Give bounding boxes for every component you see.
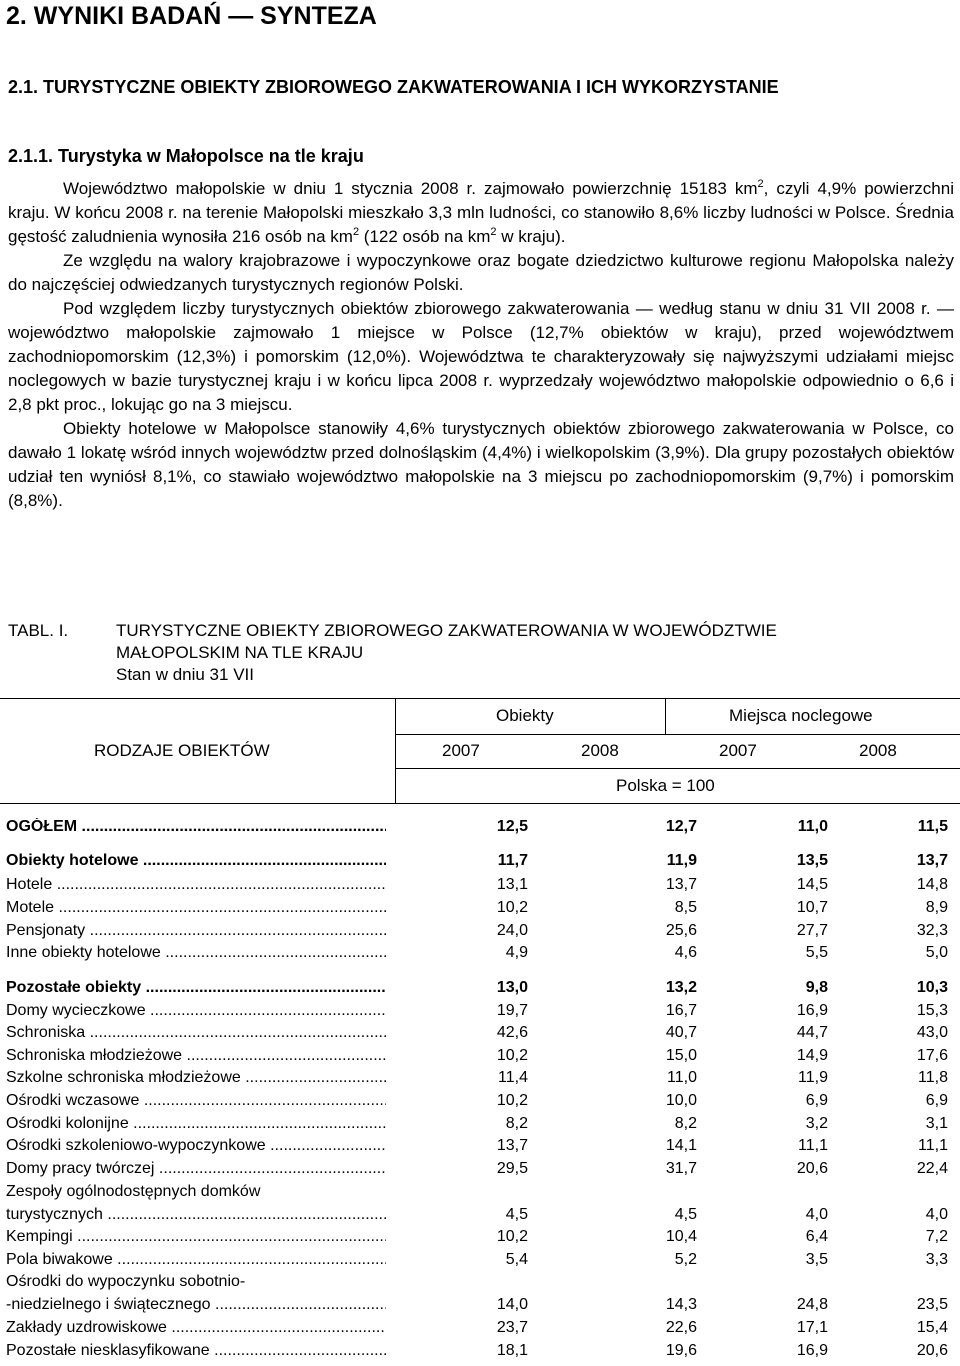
table-cell: 25,6	[665, 922, 697, 939]
table-row	[0, 852, 960, 874]
table-row	[0, 1092, 960, 1114]
table-cell: 5,5	[805, 944, 828, 961]
table-cell: 22,4	[916, 1160, 948, 1177]
subsection-title: 2.1. TURYSTYCZNE OBIEKTY ZBIOROWEGO ZAKWATEROWANIA I ICH WYKORZYSTANIE	[8, 77, 779, 97]
table-cell: 4,6	[674, 944, 697, 961]
table-cell: 3,3	[925, 1251, 948, 1268]
table-row	[0, 818, 960, 840]
header-divider	[395, 698, 396, 803]
table-cell: 16,7	[665, 1002, 697, 1019]
table-cell: 31,7	[665, 1160, 697, 1177]
group-header-beds: Miejsca noclegowe	[729, 706, 873, 725]
table-row	[0, 1319, 960, 1341]
table-cell: 14,9	[796, 1047, 828, 1064]
section-title: 2. WYNIKI BADAŃ — SYNTEZA	[6, 2, 377, 30]
table-cell: 8,9	[925, 899, 948, 916]
row-label: Obiekty hotelowe .....	[6, 852, 386, 870]
table-cell: 4,5	[674, 1206, 697, 1223]
table-cell: 10,7	[796, 899, 828, 916]
table-cell: 10,0	[665, 1092, 697, 1109]
table-cell: 15,3	[916, 1002, 948, 1019]
table-cell: 14,8	[916, 876, 948, 893]
paragraph-area-population: Województwo małopolskie w dniu 1 stycznia 2008 r. zajmowało powierzchnię 15183 $km^2$, czyli 4,9% powierzchni kraju. W końcu 2008 r. na terenie Małopolski mieszkało 3,3 mln ludności, co stanowiło 8,6% liczby ludności w Polsce. Średnia gęstość zaludnienia wynosiła 216 osób na $km^2$ (122 osób na $km^2$ w kraju).	[8, 178, 954, 246]
table-cell: 11,8	[918, 1069, 948, 1086]
table-cell: 10,2	[496, 899, 528, 916]
table-cell: 8,2	[505, 1115, 528, 1132]
table-cell: 5,4	[505, 1251, 528, 1268]
table-cell: 4,0	[805, 1206, 828, 1223]
table-cell: 6,4	[805, 1228, 828, 1245]
table-cell: 13,7	[496, 1137, 528, 1154]
table-cell: 15,0	[665, 1047, 697, 1064]
table-cell: 16,9	[796, 1342, 828, 1359]
table-row	[0, 1002, 960, 1024]
table-cell: 19,7	[496, 1002, 528, 1019]
table-row	[0, 1183, 960, 1205]
row-label: Pensjonaty .....	[6, 922, 386, 940]
row-label: Ośrodki do wypoczynku sobotnio-	[6, 1273, 246, 1290]
table-cell: 14,5	[796, 876, 828, 893]
table-cell: 7,2	[925, 1228, 948, 1245]
row-label: Zakłady uzdrowiskowe .....	[6, 1319, 386, 1337]
table-cell: 3,1	[925, 1115, 948, 1132]
body-text	[8, 177, 954, 513]
table-cell: 32,3	[916, 922, 948, 939]
table-row	[0, 1296, 960, 1318]
table-cell: 16,9	[796, 1002, 828, 1019]
table-row	[0, 1273, 960, 1295]
table-cell: 5,0	[925, 944, 948, 961]
table-row	[0, 899, 960, 921]
table-cell: 14,0	[496, 1296, 528, 1313]
header-bottom-rule	[0, 803, 960, 804]
table-cell: 17,6	[916, 1047, 948, 1064]
table-row	[0, 1137, 960, 1159]
table-cell: 4,0	[925, 1206, 948, 1223]
row-header-label: RODZAJE OBIEKTÓW	[94, 741, 270, 760]
table-cell: 42,6	[496, 1024, 528, 1041]
table-cell: 23,5	[916, 1296, 948, 1313]
paragraph-attractions: Ze względu na walory krajobrazowe i wypoczynkowe oraz bogate dziedzictwo kulturowe regionu Małopolska należy do najczęściej odwiedzanych turystycznych regionów Polski.	[8, 251, 954, 294]
table-cell: 17,1	[796, 1319, 828, 1336]
table-cell: 4,9	[505, 944, 528, 961]
table-cell: 27,7	[796, 922, 828, 939]
table-row	[0, 922, 960, 944]
year-header: 2007	[442, 741, 480, 760]
table-cell: 10,2	[496, 1228, 528, 1245]
row-label: Pozostałe obiekty .....	[6, 979, 386, 997]
table-cell: 23,7	[496, 1319, 528, 1336]
table-cell: 12,7	[665, 818, 697, 835]
row-label: Schroniska młodzieżowe .....	[6, 1047, 386, 1065]
table-cell: 8,5	[674, 899, 697, 916]
table-cell: 20,6	[916, 1342, 948, 1359]
table-cell: 11,1	[798, 1137, 828, 1154]
paragraph-ranking: Pod względem liczby turystycznych obiektów zbiorowego zakwaterowania — według stanu w dniu 31 VII 2008 r. — województwo małopolskie zajmowało 1 miejsce w Polsce (12,7% obiektów w kraju), przed województwem zachodniopomorskim (12,3%) i pomorskim (12,0%). Województwa te charakteryzowały się najwyższymi udziałami miejsc noclegowych w bazie turystycznej kraju i w końcu lipca 2008 r. wyprzedzały województwo małopolskie odpowiednio o 6,6 i 2,8 pkt proc., lokując go na 3 miejscu.	[8, 299, 954, 414]
table-row	[0, 1024, 960, 1046]
table-row	[0, 1160, 960, 1182]
group-rule	[395, 734, 960, 735]
table-cell: 13,5	[796, 852, 828, 869]
row-label: Kempingi .....	[6, 1228, 386, 1246]
table-cell: 24,8	[796, 1296, 828, 1313]
table-cell: 10,2	[496, 1092, 528, 1109]
table-cell: 13,1	[496, 876, 528, 893]
row-label: Ośrodki wczasowe .....	[6, 1092, 386, 1110]
table-cell: 10,4	[665, 1228, 697, 1245]
table-cell: 10,2	[496, 1047, 528, 1064]
row-label: Ośrodki kolonijne .....	[6, 1115, 386, 1133]
table-cell: 6,9	[805, 1092, 828, 1109]
row-label: Ośrodki szkoleniowo-wypoczynkowe .....	[6, 1137, 386, 1155]
paragraph-hotel-share: Obiekty hotelowe w Małopolsce stanowiły 4,6% turystycznych obiektów zbiorowego zakwaterowania w Polsce, co dawało 1 lokatę wśród innych województw przed dolnośląskim (4,4%) i wielkopolskim (3,9%). Dla grupy pozostałych obiektów udział ten wyniósł 8,1%, co stawiało województwo małopolskie na 3 miejscu po zachodniopomorskim (9,7%) i pomorskim (8,8%).	[8, 419, 954, 510]
group-header-objects: Obiekty	[496, 706, 554, 725]
table-cell: 13,7	[665, 876, 697, 893]
table-cell: 13,2	[665, 979, 697, 996]
table-row	[0, 1115, 960, 1137]
table-cell: 40,7	[665, 1024, 697, 1041]
table-top-rule	[0, 698, 960, 699]
table-row	[0, 1069, 960, 1091]
table-row	[0, 979, 960, 1001]
table-cell: 44,7	[796, 1024, 828, 1041]
table-title: TURYSTYCZNE OBIEKTY ZBIOROWEGO ZAKWATEROWANIA W WOJEWÓDZTWIE MAŁOPOLSKIM NA TLE KRAJU Stan w dniu 31 VII	[116, 621, 777, 684]
year-header: 2007	[719, 741, 757, 760]
row-label: Schroniska .....	[6, 1024, 386, 1042]
table-cell: 43,0	[916, 1024, 948, 1041]
row-label: -niedzielnego i świątecznego .....	[6, 1296, 386, 1314]
table-cell: 11,4	[498, 1069, 528, 1086]
year-header: 2008	[581, 741, 619, 760]
table-cell: 20,6	[796, 1160, 828, 1177]
table-cell: 11,0	[667, 1069, 697, 1086]
table-cell: 12,5	[496, 818, 528, 835]
row-label: turystycznych .....	[6, 1206, 386, 1224]
table-cell: 4,5	[505, 1206, 528, 1223]
group-divider	[665, 698, 666, 734]
table-row	[0, 1228, 960, 1250]
row-label: OGÓŁEM .....	[6, 818, 386, 836]
table-cell: 5,2	[674, 1251, 697, 1268]
row-label: Inne obiekty hotelowe .....	[6, 944, 386, 962]
table-cell: 8,2	[674, 1115, 697, 1132]
table-cell: 11,1	[918, 1137, 948, 1154]
row-label: Hotele .....	[6, 876, 386, 894]
table-cell: 6,9	[925, 1092, 948, 1109]
row-label: Pola biwakowe .....	[6, 1251, 386, 1269]
table-cell: 24,0	[496, 922, 528, 939]
table-cell: 13,7	[916, 852, 948, 869]
row-label: Szkolne schroniska młodzieżowe .....	[6, 1069, 386, 1087]
table-cell: 11,0	[797, 818, 828, 835]
table-cell: 22,6	[665, 1319, 697, 1336]
table-cell: 13,0	[496, 979, 528, 996]
table-cell: 29,5	[496, 1160, 528, 1177]
sub-subsection-title: 2.1.1. Turystyka w Małopolsce na tle kraju	[8, 146, 364, 166]
row-label: Zespoły ogólnodostępnych domków	[6, 1183, 261, 1200]
table-cell: 19,6	[665, 1342, 697, 1359]
table-row	[0, 944, 960, 966]
table-cell: 14,3	[665, 1296, 697, 1313]
years-rule	[395, 768, 960, 769]
table-row	[0, 1047, 960, 1069]
table-row	[0, 1206, 960, 1228]
row-label: Domy wycieczkowe .....	[6, 1002, 386, 1020]
table-cell: 14,1	[665, 1137, 697, 1154]
row-label: Pozostałe niesklasyfikowane .....	[6, 1342, 386, 1360]
table-cell: 15,4	[916, 1319, 948, 1336]
table-row	[0, 1251, 960, 1273]
table-cell: 11,5	[917, 818, 948, 835]
table-cell: 3,5	[805, 1251, 828, 1268]
row-label: Motele .....	[6, 899, 386, 917]
table-cell: 18,1	[496, 1342, 528, 1359]
table-cell: 3,2	[805, 1115, 828, 1132]
table-cell: 11,7	[497, 852, 528, 869]
row-label: Domy pracy twórczej .....	[6, 1160, 386, 1178]
table-row	[0, 1342, 960, 1364]
table-cell: 9,8	[805, 979, 828, 996]
table-cell: 11,9	[798, 1069, 828, 1086]
table-row	[0, 876, 960, 898]
table-cell: 10,3	[916, 979, 948, 996]
table-cell: 11,9	[666, 852, 697, 869]
year-header: 2008	[859, 741, 897, 760]
table-number: TABL. I.	[8, 621, 69, 640]
unit-label: Polska = 100	[616, 776, 715, 795]
